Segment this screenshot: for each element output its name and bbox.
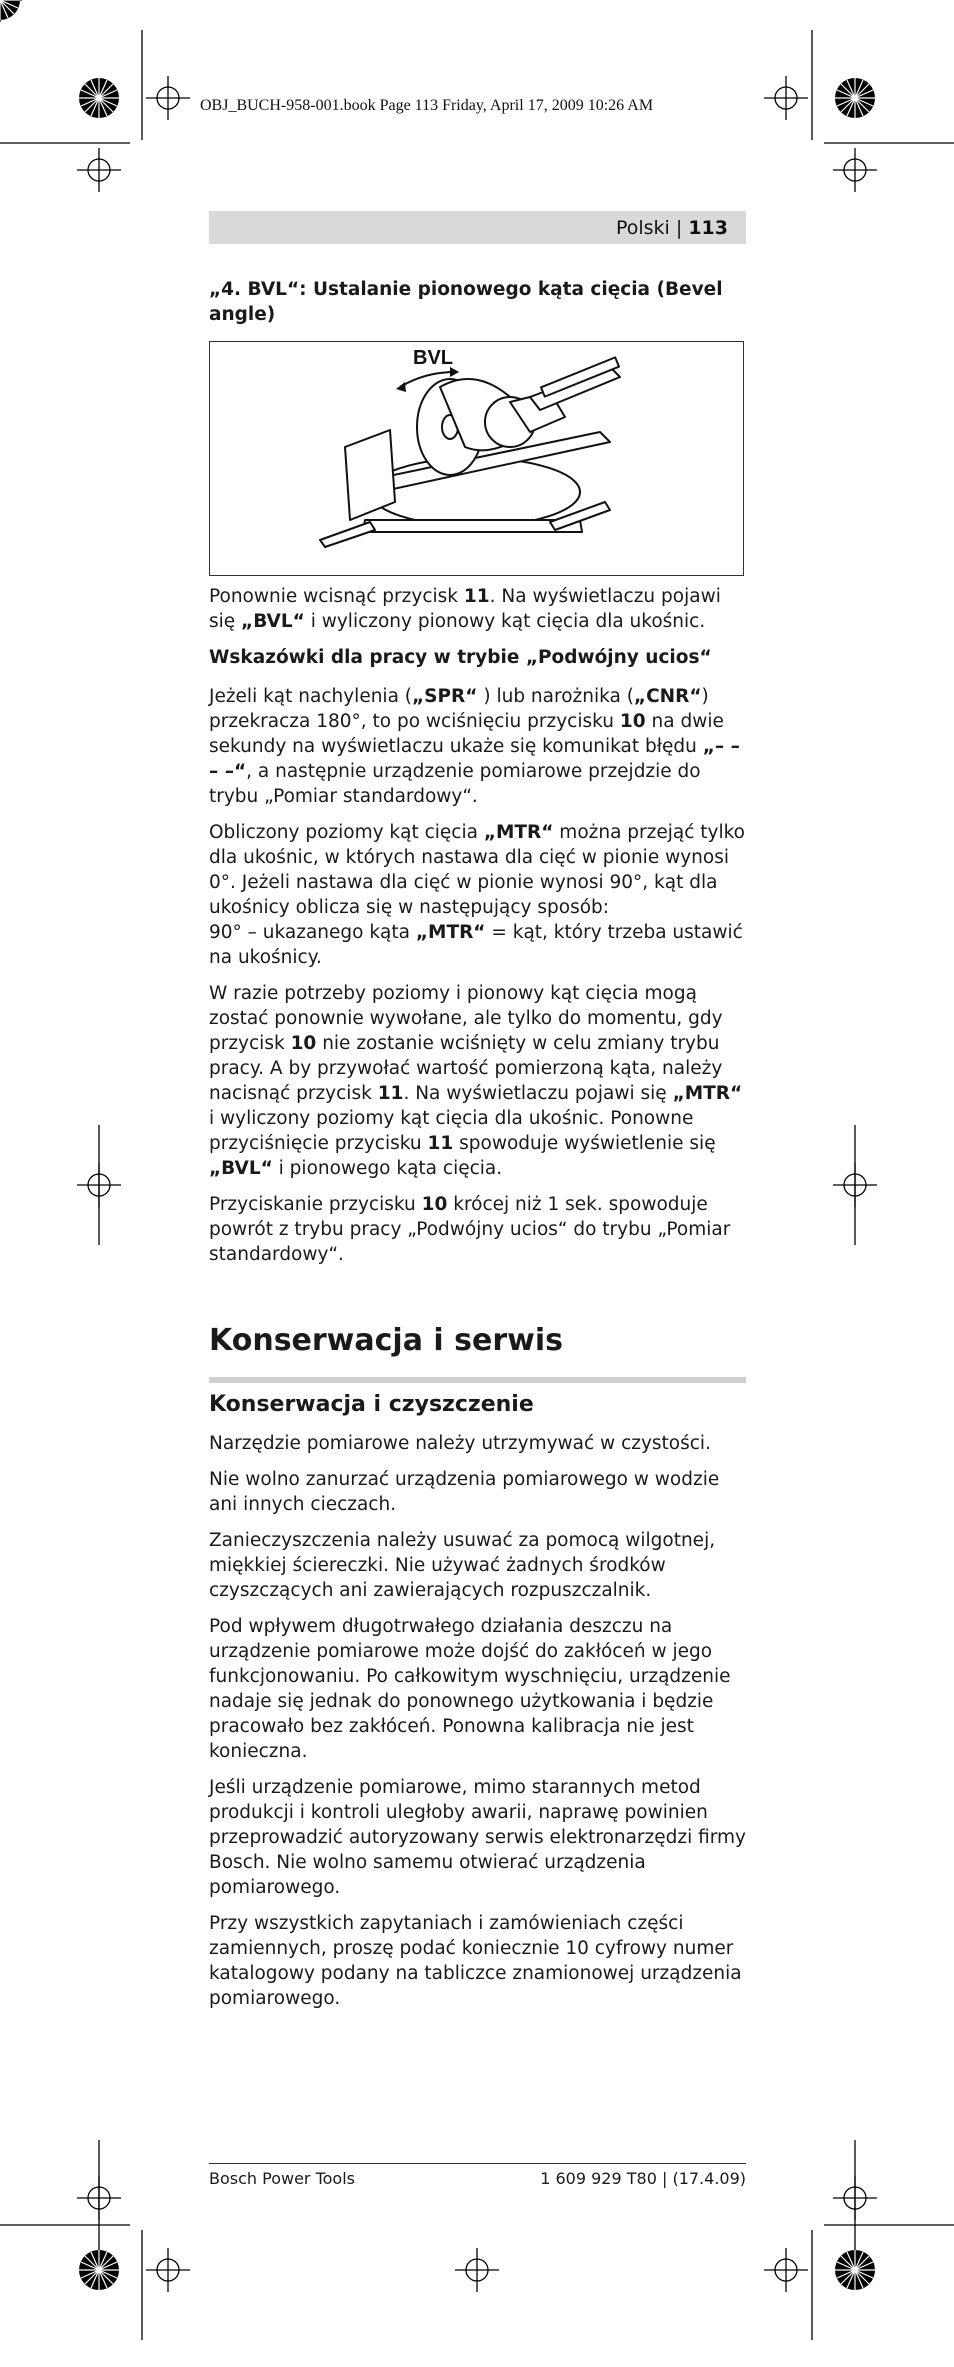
text-run: , a następnie urządzenie pomiarowe przejdzie do trybu „Pomiar standardowy“.	[209, 761, 701, 807]
maintenance-paragraph: Jeśli urządzenie pomiarowe, mimo starannych metod produkcji i kontroli uległoby awarii, naprawę powinien przeprowadzić autoryzowany serwis elektronarzędzi firmy Bosch. Nie wolno samemu otwierać urządzenia pomiarowego.	[209, 1777, 746, 1898]
bold-text: „– – – –“	[209, 736, 740, 782]
text-run: na dwie sekundy na wyświetlaczu ukaże się komunikat błędu	[209, 711, 724, 757]
text-run: i pionowego kąta cięcia.	[272, 1158, 503, 1179]
text-run: i wyliczony pionowy kąt cięcia dla ukośnic.	[304, 611, 706, 632]
bold-text: „SPR“	[412, 686, 478, 707]
print-slug: OBJ_BUCH-958-001.book Page 113 Friday, April 17, 2009 10:26 AM	[200, 97, 654, 114]
text-run: krócej niż 1 sek. spowoduje powrót z trybu pracy „Podwójny ucios“ do trybu „Pomiar standardowy“.	[209, 1194, 731, 1265]
text-run: Wskazówki dla pracy w trybie „Podwójny ucios“	[209, 647, 712, 668]
bvl-figure-label: BVL	[413, 347, 453, 369]
text-run: spowoduje wyświetlenie się	[453, 1133, 716, 1154]
text-run: nie zostanie wciśnięty w celu zmiany trybu pracy. A by przywołać wartość pomierzoną kąta, należy nacisnąć przycisk	[209, 1033, 723, 1104]
text-run: Przyciskanie przycisku	[209, 1194, 422, 1215]
bold-text: „CNR“	[633, 686, 702, 707]
paragraph-subheading	[209, 645, 746, 670]
bold-text: 11	[427, 1133, 454, 1154]
footer-doc-number: 1 609 929 T80 | (17.4.09)	[540, 2169, 746, 2188]
text-run: można przejąć tylko dla ukośnic, w których nastawa dla cięć w pionie wynosi 0°. Jeżeli nastawa dla cięć w pionie wynosi 90°, kąt dla ukośnicy oblicza się w następujący sposób:	[209, 822, 745, 918]
bold-text: 10	[421, 1194, 448, 1215]
bold-text: 10	[290, 1033, 317, 1054]
text-run: 90° – ukazanego kąta	[209, 922, 416, 943]
maintenance-paragraph: Narzędzie pomiarowe należy utrzymywać w czystości.	[209, 1433, 711, 1454]
running-header	[209, 211, 746, 244]
section-rule	[209, 1377, 746, 1383]
maintenance-paragraph: Nie wolno zanurzać urządzenia pomiarowego w wodzie ani innych cieczach.	[209, 1469, 720, 1515]
bold-text: „MTR“	[415, 922, 486, 943]
paragraph	[209, 1192, 746, 1267]
main-content	[209, 277, 746, 2022]
maintenance-text	[209, 1431, 746, 2011]
text-run: ) przekracza 180°, to po wciśnięciu przycisku	[209, 686, 709, 732]
paragraph	[209, 684, 746, 809]
miter-saw-illustration	[210, 342, 743, 575]
maintenance-paragraph: Przy wszystkich zapytaniach i zamówieniach części zamiennych, proszę podać koniecznie 10 cyfrowy numer katalogowy podany na tabliczce znamionowej urządzenia pomiarowego.	[209, 1913, 742, 2009]
miter-saw-figure	[209, 341, 744, 576]
footer-rule	[209, 2163, 746, 2164]
paragraph	[209, 981, 746, 1181]
text-run: . Na wyświetlaczu pojawi się	[403, 1083, 673, 1104]
text-run: W razie potrzeby poziomy i pionowy kąt cięcia mogą zostać ponownie wywołane, ale tylko do momentu, gdy przycisk	[209, 983, 723, 1054]
header-language: Polski	[615, 217, 670, 239]
bold-text: „MTR“	[483, 822, 554, 843]
bold-text: 10	[619, 711, 646, 732]
section-title: Konserwacja i serwis	[209, 1323, 563, 1358]
figure-heading: „4. BVL“: Ustalanie pionowego kąta cięcia (Bevel angle)	[209, 279, 723, 325]
bold-text: 11	[377, 1083, 404, 1104]
paragraph	[209, 584, 746, 634]
text-run: Ponownie wcisnąć przycisk	[209, 586, 464, 607]
text-run: = kąt, który trzeba ustawić na ukośnicy.	[209, 922, 743, 968]
footer-brand: Bosch Power Tools	[209, 2169, 355, 2188]
maintenance-paragraph: Zanieczyszczenia należy usuwać za pomocą wilgotnej, miękkiej ściereczki. Nie używać żadnych środków czyszczących ani zawierających rozpuszczalnik.	[209, 1530, 716, 1601]
bold-text: „BVL“	[241, 611, 305, 632]
bold-text: „BVL“	[209, 1158, 273, 1179]
text-run: . Na wyświetlaczu pojawi się	[209, 586, 721, 632]
bold-text: 11	[463, 586, 490, 607]
header-text	[616, 217, 728, 239]
text-run: Obliczony poziomy kąt cięcia	[209, 822, 484, 843]
subsection-title: Konserwacja i czyszczenie	[209, 1392, 534, 1417]
paragraph	[209, 820, 746, 970]
maintenance-paragraph: Pod wpływem długotrwałego działania deszczu na urządzenie pomiarowe może dojść do zakłóceń w jego funkcjonowaniu. Po całkowitym wyschnięciu, urządzenie nadaje się jednak do ponownego użytkowania i będzie pracowało bez zakłóceń. Ponowna kalibracja nie jest konieczna.	[209, 1616, 731, 1762]
text-run: Jeżeli kąt nachylenia (	[209, 686, 413, 707]
header-separator: |	[669, 217, 689, 239]
text-run: ) lub narożnika (	[477, 686, 634, 707]
page-number: 113	[688, 217, 728, 239]
text-run: i wyliczony poziomy kąt cięcia dla ukośnic. Ponowne przyciśnięcie przycisku	[209, 1108, 694, 1154]
bevel-instructions	[209, 584, 746, 1267]
bold-text: „MTR“	[672, 1083, 743, 1104]
